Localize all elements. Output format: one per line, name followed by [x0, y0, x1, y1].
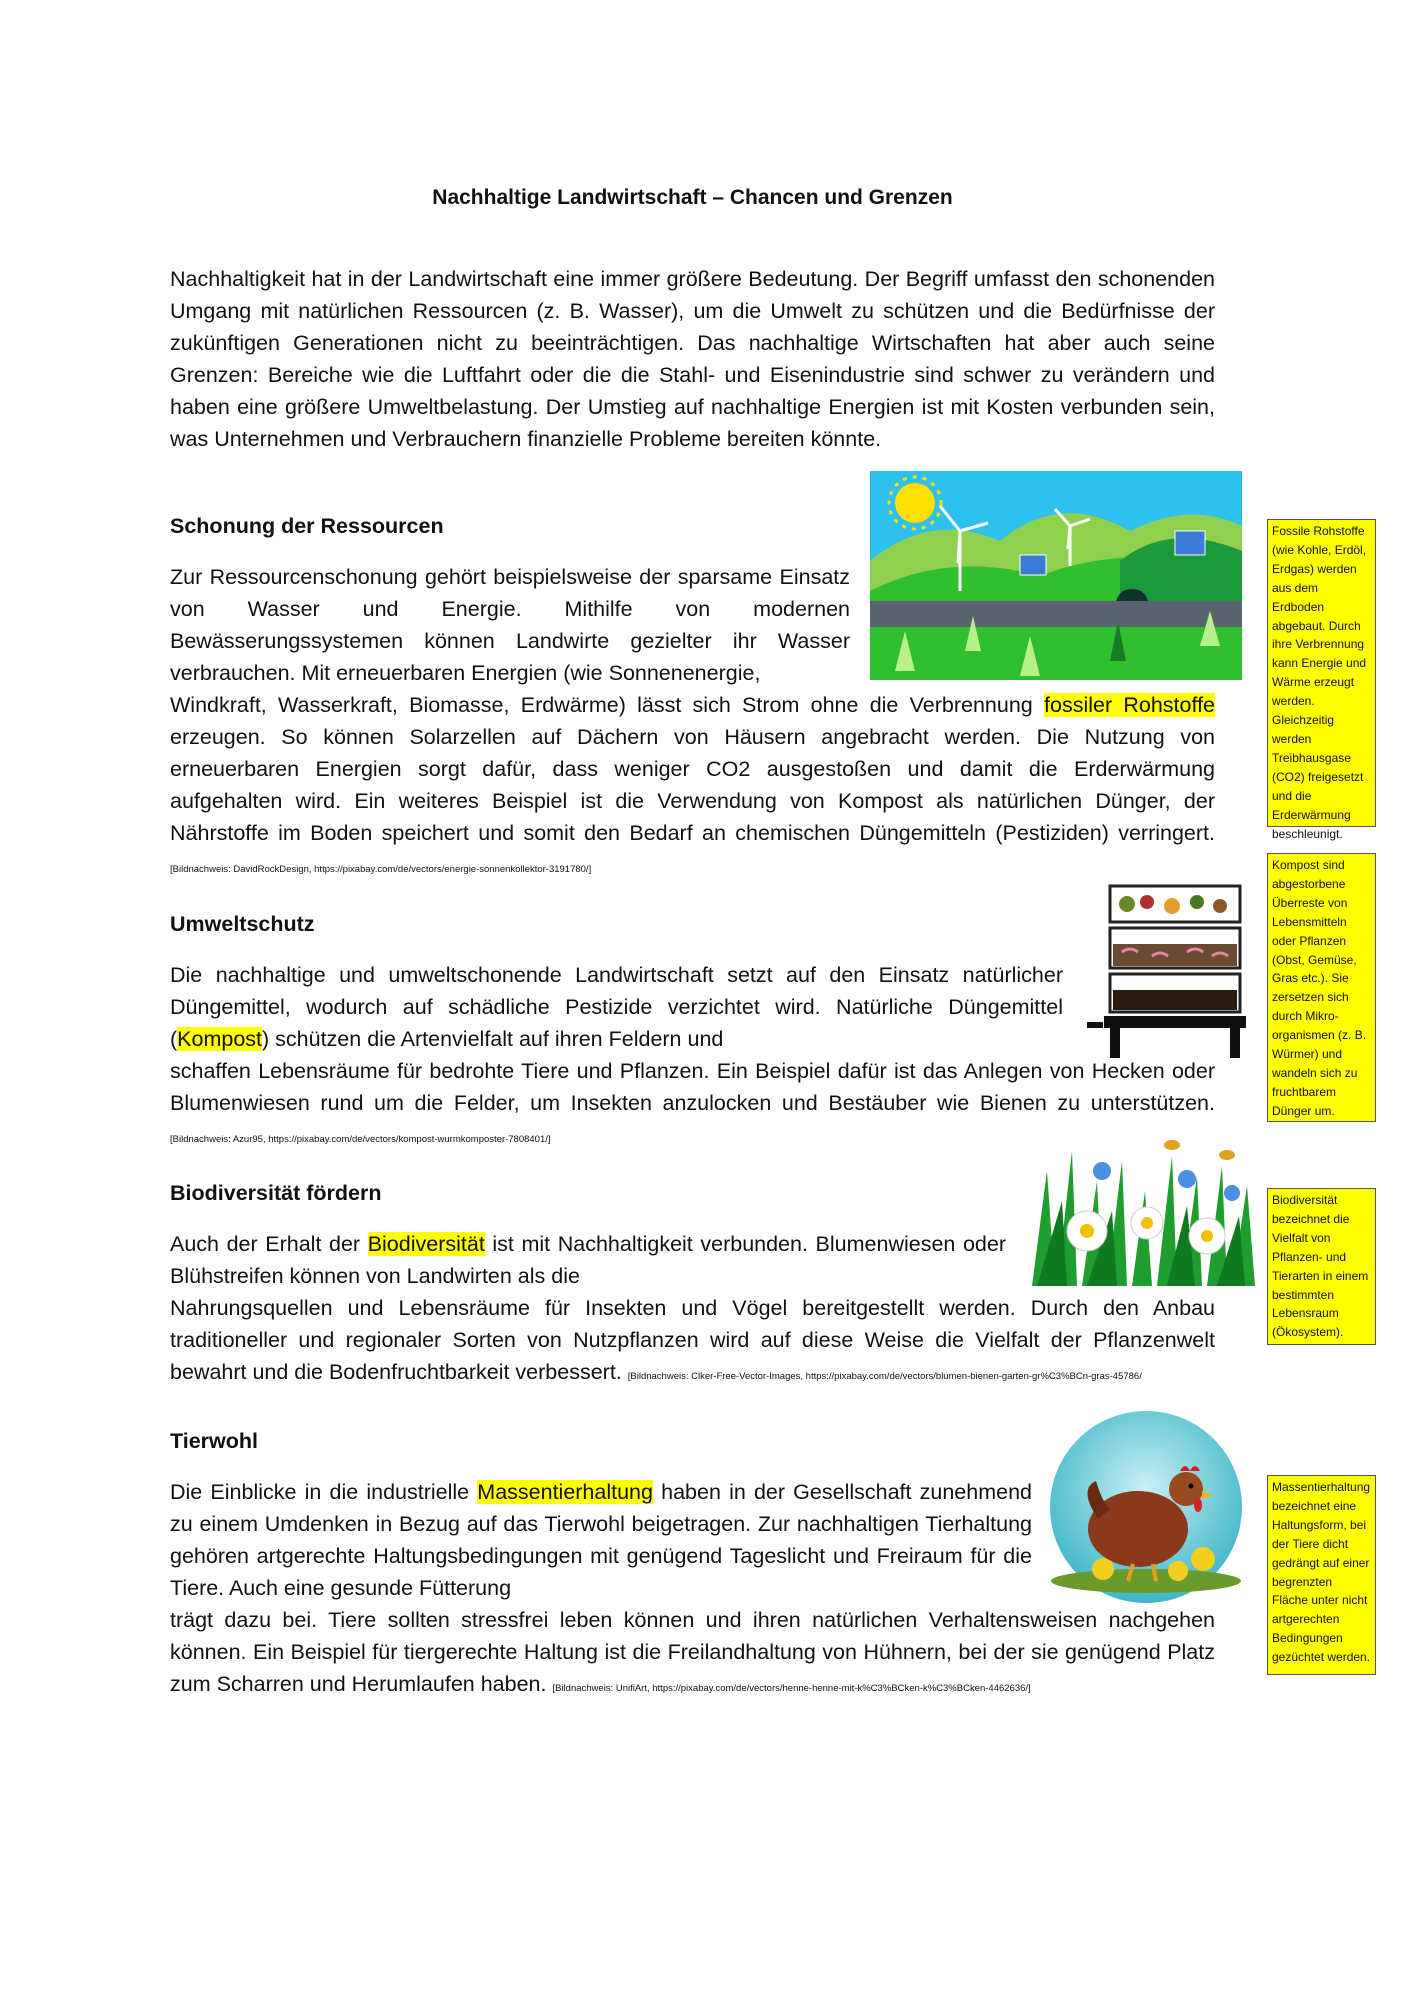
image-credit: [Bildnachweis: Clker-Free-Vector-Images, https://pixabay.com/de/vectors/blumen-bienen-garten-gr%C3%BCn-gras-45786/ — [627, 1371, 1142, 1382]
section-heading-tierwohl: Tierwohl — [170, 1429, 259, 1453]
tierwohl-paragraph-bottom: trägt dazu bei. Tiere sollten stressfrei leben können und ihren natürlichen Verhaltensweisen nachgehen können. Ein Beispiel für tiergerechte Haltung ist die Freilandhaltung von Hühnern, bei der sie genügend Platz zum Scharren und Herumlaufen haben. [Bildnachweis: UnifiArt, https://pixabay.com/de/vectors/henne-henne-mit-k%C3%BCken-k%C3%BCken-4462636/] — [170, 1608, 1215, 1696]
umweltschutz-paragraph-top: Die nachhaltige und umweltschonende Landwirtschaft setzt auf den Einsatz natürlicher Düngemittel, wodurch auf schädliche Pestizide verzichtet wird. Natürliche Düngemittel (Kompost) schützen die Artenvielfalt auf ihren Feldern und — [170, 963, 1063, 1051]
highlight-fossile-rohstoffe: fossiler Rohstoffe — [1044, 693, 1215, 717]
image-credit: [Bildnachweis: Azur95, https://pixabay.com/de/vectors/kompost-wurmkomposter-7808401/] — [170, 1134, 551, 1145]
tierwohl-paragraph-top: Die Einblicke in die industrielle Massentierhaltung haben in der Gesellschaft zunehmend zu einem Umdenken in Bezug auf das Tierwohl beigetragen. Zur nachhaltigen Tierhaltung gehören artgerechte Haltungsbedingungen mit genügend Tageslicht und Freiraum für die Tiere. Auch eine gesunde Fütterung — [170, 1480, 1032, 1600]
note-biodiversitaet: Biodiversität bezeichnet die Vielfalt von Pflanzen- und Tierarten in einem bestimmten Lebensraum (Ökosystem). — [1267, 1188, 1376, 1345]
highlight-kompost: Kompost — [177, 1027, 263, 1051]
highlight-massentierhaltung: Massentierhaltung — [477, 1480, 653, 1504]
intro-paragraph: Nachhaltigkeit hat in der Landwirtschaft eine immer größere Bedeutung. Der Begriff umfasst den schonenden Umgang mit natürlichen Ressourcen (z. B. Wasser), um die Umwelt zu schützen und die Bedürfnisse der zukünftigen Generationen nicht zu beeinträchtigen. Das nachhaltige Wirtschaften hat aber auch seine Grenzen: Bereiche wie die Luftfahrt oder die die Stahl- und Eisenindustrie sind schwer zu verändern und haben eine größere Umweltbelastung. Der Umstieg auf nachhaltige Energien ist mit Kosten verbunden sein, was Unternehmen und Verbrauchern finanzielle Probleme bereiten könnte. — [170, 267, 1215, 451]
image-credit: [Bildnachweis: DavidRockDesign, https://pixabay.com/de/vectors/energie-sonnenkollektor-3191780/] — [170, 864, 592, 875]
note-massentierhaltung: Massentierhaltung bezeichnet eine Haltungsform, bei der Tiere dicht gedrängt auf einer begrenzten Fläche unter nicht artgerechten Bedingungen gezüchtet werden. — [1267, 1475, 1376, 1675]
biodiversitaet-paragraph-bottom: Nahrungsquellen und Lebensräume für Insekten und Vögel bereitgestellt werden. Durch den Anbau traditioneller und regionaler Sorten von Nutzpflanzen wird auf diese Weise die Vielfalt der Pflanzenwelt bewahrt und die Bodenfruchtbarkeit verbessert. [Bildnachweis: Clker-Free-Vector-Images, https://pixabay.com/de/vectors/blumen-bienen-garten-gr%C3%BCn-gras-45786/ — [170, 1296, 1215, 1384]
image-credit: [Bildnachweis: UnifiArt, https://pixabay.com/de/vectors/henne-henne-mit-k%C3%BCken-k%C3%BCken-4462636/] — [552, 1683, 1031, 1694]
section-heading-ressourcen: Schonung der Ressourcen — [170, 514, 444, 538]
flower-meadow-image — [1027, 1131, 1259, 1286]
note-fossile-rohstoffe: Fossile Rohstoffe (wie Kohle, Erdöl, Erdgas) werden aus dem Erdboden abgebaut. Durch ihre Verbrennung kann Energie und Wärme erzeugt werden. Gleichzeitig werden Treibhausgase (CO2) freigesetzt und die Erderwärmung beschleunigt. — [1267, 519, 1376, 827]
highlight-biodiversitaet: Biodiversität — [367, 1232, 485, 1256]
section-heading-biodiversitaet: Biodiversität fördern — [170, 1181, 382, 1205]
hen-with-chicks-image — [1048, 1409, 1244, 1605]
section-heading-umweltschutz: Umweltschutz — [170, 912, 315, 936]
page-title: Nachhaltige Landwirtschaft – Chancen und Grenzen — [432, 186, 953, 209]
ressourcen-paragraph-bottom: Windkraft, Wasserkraft, Biomasse, Erdwärme) lässt sich Strom ohne die Verbrennung fossiler Rohstoffe erzeugen. So können Solarzellen auf Dächern von Häusern angebracht werden. Die Nutzung von erneuerbaren Energien sorgt dafür, dass weniger CO2 ausgestoßen und damit die Erderwärmung aufgehalten wird. Ein weiteres Beispiel ist die Verwendung von Kompost als natürlichen Dünger, der Nährstoffe im Boden speichert und somit den Bedarf an chemischen Düngemitteln (Pestiziden) verringert. [Bildnachweis: DavidRockDesign, https://pixabay.com/de/vectors/energie-sonnenkollektor-3191780/] — [170, 693, 1215, 875]
biodiversitaet-paragraph-top: Auch der Erhalt der Biodiversität ist mit Nachhaltigkeit verbunden. Blumenwiesen oder Blühstreifen können von Landwirten als die — [170, 1232, 1006, 1288]
compost-bin-image — [1082, 882, 1250, 1060]
renewable-energy-landscape-image — [870, 471, 1242, 680]
note-kompost: Kompost sind abgestorbene Überreste von Lebensmitteln oder Pflanzen (Obst, Gemüse, Gras etc.). Sie zersetzen sich durch Mikro-organismen (z. B. Würmer) und wandeln sich zu fruchtbarem Dünger um. — [1267, 853, 1376, 1122]
ressourcen-paragraph-top: Zur Ressourcenschonung gehört beispielsweise der sparsame Einsatz von Wasser und Energie. Mithilfe von modernen Bewässerungssystemen können Landwirte gezielter ihr Wasser verbrauchen. Mit erneuerbaren Energien (wie Sonnenenergie, — [170, 565, 850, 685]
umweltschutz-paragraph-bottom: schaffen Lebensräume für bedrohte Tiere und Pflanzen. Ein Beispiel dafür ist das Anlegen von Hecken oder Blumenwiesen rund um die Felder, um Insekten anzulocken und Bestäuber wie Bienen zu unterstützen.[Bildnachweis: Azur95, https://pixabay.com/de/vectors/kompost-wurmkomposter-7808401/] — [170, 1059, 1215, 1145]
